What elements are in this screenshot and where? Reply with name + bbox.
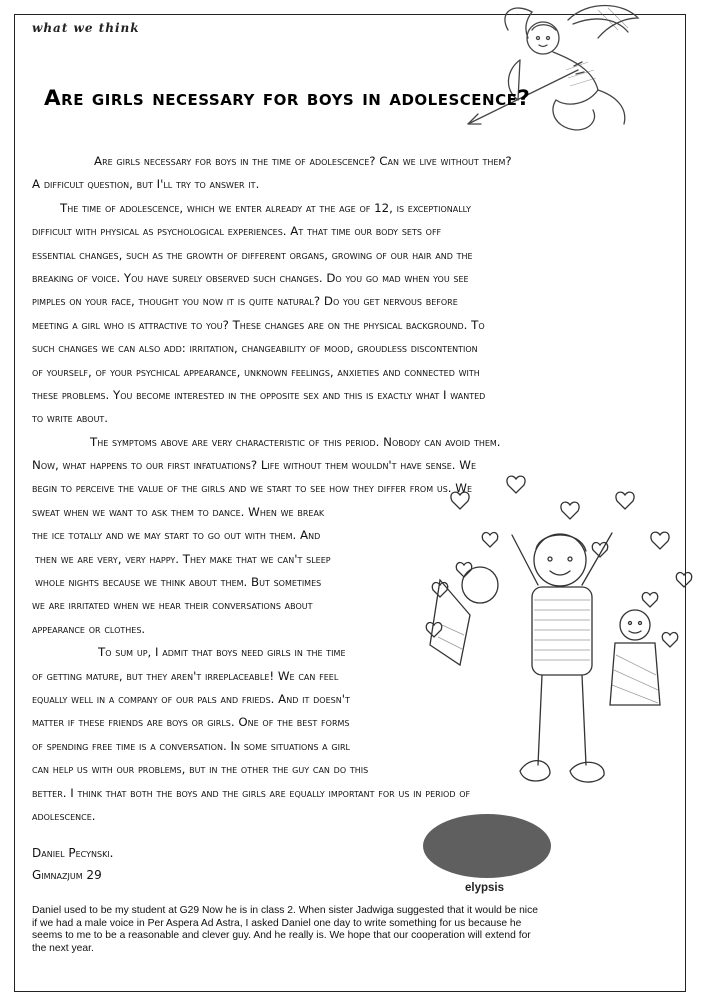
paragraph-2 xyxy=(32,197,660,431)
text-line: whole nights because we think about them. But sometimes xyxy=(35,575,322,590)
text-line: The time of adolescence, which we enter already at the age of 12, is exceptionally xyxy=(60,200,471,215)
text-line: meeting a girl who is attractive to you? These changes are on the physical background. To xyxy=(32,317,485,332)
text-line: Now, what happens to our first infatuations? Life without them wouldn't have sense. We xyxy=(32,458,477,473)
text-line: matter if these friends are boys or girls. One of the best forms xyxy=(32,715,350,730)
text-line: A difficult question, but I'll try to answer it. xyxy=(32,177,260,192)
text-line: of spending free time is a conversation. In some situations a girl xyxy=(32,738,350,753)
author-school: Gimnazjum 29 xyxy=(32,868,102,882)
text-line: essential changes, such as the growth of different organs, growing of our hair and the xyxy=(32,247,473,262)
text-line: we are irritated when we hear their conversations about xyxy=(32,598,313,613)
text-line: appearance or clothes. xyxy=(32,621,146,636)
cupid-illustration xyxy=(448,0,663,140)
note-line: the next year. xyxy=(32,942,94,954)
text-line: sweat when we want to ask them to dance. When we break xyxy=(32,504,325,519)
text-line: pimples on your face, thought you now it is quite natural? Do you get nervous before xyxy=(32,294,458,309)
article-headline: Are girls necessary for boys in adolescence? xyxy=(44,86,531,111)
ellipse-label: elypsis xyxy=(465,882,504,894)
note-line: Daniel used to be my student at G29 Now he is in class 2. When sister Jadwiga suggested that it would be nice xyxy=(32,905,538,916)
text-line: The symptoms above are very characteristic of this period. Nobody can avoid them. xyxy=(90,434,501,449)
article-body xyxy=(32,150,660,828)
text-line: to write about. xyxy=(32,411,109,426)
text-line: the ice totally and we may start to go out with them. And xyxy=(32,528,321,543)
ellipse-shape xyxy=(423,814,551,878)
text-line: difficult with physical as psychological experiences. At that time our body sets off xyxy=(32,224,442,239)
editor-note xyxy=(32,905,672,955)
paragraph-1 xyxy=(32,150,660,197)
text-line: can help us with our problems, but in the other the guy can do this xyxy=(32,762,369,777)
text-line: To sum up, I admit that boys need girls in the time xyxy=(98,645,346,660)
text-line: then we are very, very happy. They make that we can't sleep xyxy=(35,551,331,566)
text-line: begin to perceive the value of the girls and we start to see how they differ from us. We xyxy=(32,481,472,496)
section-label: what we think xyxy=(32,21,140,35)
note-line: if we had a male voice in Per Aspera Ad Astra, I asked Daniel one day to write something for us because he xyxy=(32,917,522,929)
text-line: better. I think that both the boys and the girls are equally important for us in period of xyxy=(32,785,471,800)
text-line: adolescence. xyxy=(32,808,96,823)
text-line: these problems. You become interested in the opposite sex and this is exactly what I wanted xyxy=(32,387,486,402)
text-line: of yourself, of your psychical appearance, unknown feelings, anxieties and connected with xyxy=(32,364,480,379)
author-signature xyxy=(32,842,114,886)
text-line: breaking of voice. You have surely observed such changes. Do you go mad when you see xyxy=(32,270,469,285)
text-line: of getting mature, but they aren't irreplaceable! We can feel xyxy=(32,668,339,683)
note-line: seems to me to be a reasonable and clever guy. And he really is. We hope that our cooperation will extend for xyxy=(32,930,531,942)
paragraph-4 xyxy=(32,641,660,828)
text-line: equally well in a company of our pals and frieds. And it doesn't xyxy=(32,691,350,706)
text-line: such changes we can also add: irritation, changeability of mood, groudless discontention xyxy=(32,341,478,356)
paragraph-3 xyxy=(32,431,660,642)
text-line: Are girls necessary for boys in the time of adolescence? Can we live without them? xyxy=(94,154,512,168)
author-name: Daniel Pecynski. xyxy=(32,846,114,860)
